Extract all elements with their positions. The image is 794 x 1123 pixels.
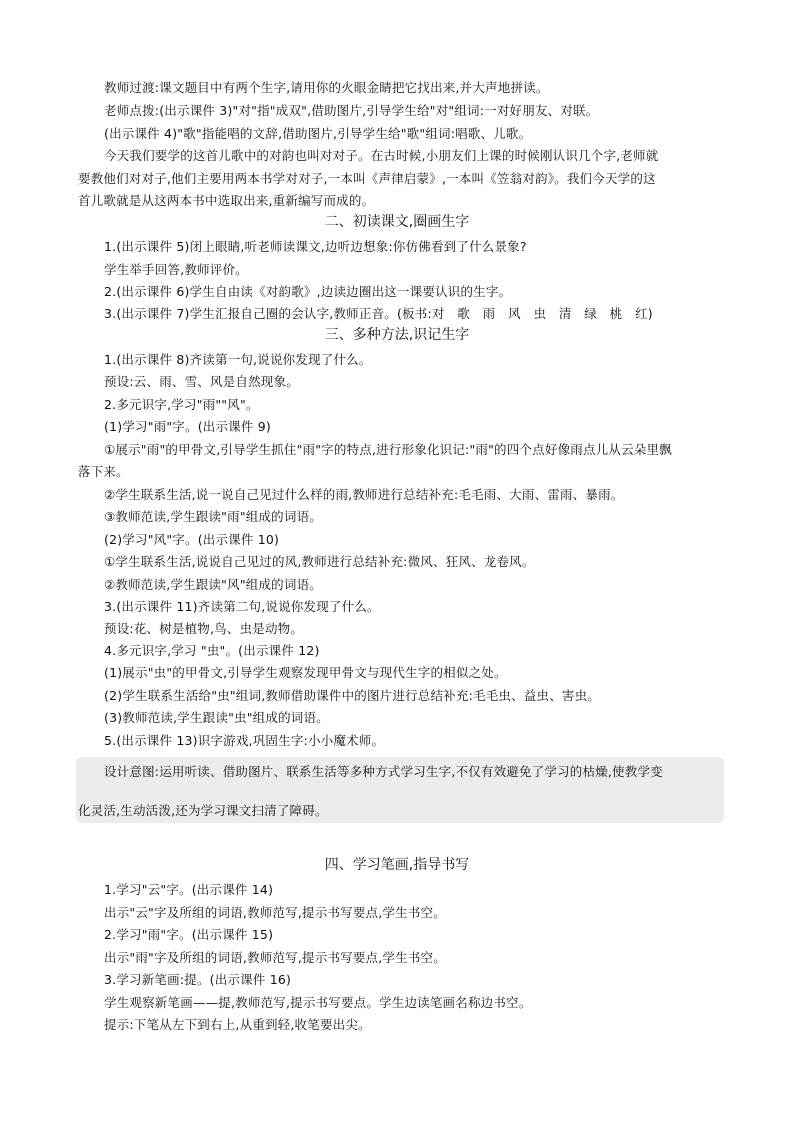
text-line: ①展示"雨"的甲骨文,引导学生抓住"雨"字的特点,进行形象化识记:"雨"的四个点好像雨点儿从云朵里飘 — [104, 442, 672, 457]
text-line: 1.(出示课件 5)闭上眼睛,听老师读课文,边听边想象:你仿佛看到了什么景象? — [104, 239, 527, 254]
text-line: ②学生联系生活,说一说自己见过什么样的雨,教师进行总结补充:毛毛雨、大雨、雷雨、暴雨。 — [104, 487, 624, 502]
text-line: (1)展示"虫"的甲骨文,引导学生观察发现甲骨文与现代生字的相似之处。 — [104, 665, 507, 680]
text-line: 2.(出示课件 6)学生自由读《对韵歌》,边读边圈出这一课要认识的生字。 — [104, 284, 512, 299]
text-line: 3.(出示课件 7)学生汇报自己圈的会认字,教师正音。(板书:对 歌 雨 风 虫 清 绿 桃 红) — [104, 306, 653, 321]
design-intent-line: 化灵活,生动活泼,还为学习课文扫清了障碍。 — [78, 803, 328, 818]
text-line: 3.学习新笔画:提。(出示课件 16) — [104, 972, 292, 987]
text-line: 今天我们要学的这首儿歌中的对韵也叫对对子。在古时候,小朋友们上课的时候刚认识几个字,老师就 — [104, 148, 659, 163]
text-line: 提示:下笔从左下到右上,从重到轻,收笔要出尖。 — [104, 1017, 371, 1032]
text-line: (2)学生联系生活给"虫"组词,教师借助课件中的图片进行总结补充:毛毛虫、益虫、害虫。 — [104, 688, 600, 703]
text-line: 教师过渡:课文题目中有两个生字,请用你的火眼金睛把它找出来,并大声地拼读。 — [104, 80, 549, 95]
text-line: 学生观察新笔画——提,教师范写,提示书写要点。学生边读笔画名称边书空。 — [104, 995, 532, 1010]
text-line: 首儿歌就是从这两本书中选取出来,重新编写而成的。 — [78, 193, 375, 208]
text-line: (1)学习"雨"字。(出示课件 9) — [104, 419, 271, 434]
text-line: 学生举手回答,教师评价。 — [104, 262, 248, 277]
text-line: ②教师范读,学生跟读"风"组成的词语。 — [104, 577, 322, 592]
text-line: 预设:花、树是植物,鸟、虫是动物。 — [104, 621, 304, 636]
text-line: ①学生联系生活,说说自己见过的风,教师进行总结补充:微风、狂风、龙卷风。 — [104, 554, 535, 569]
text-line: 要教他们对对子,他们主要用两本书学对对子,一本叫《声律启蒙》,一本叫《笠翁对韵》。我们今天学的这 — [78, 171, 656, 186]
text-line: 预设:云、雨、雪、风是自然现象。 — [104, 374, 299, 389]
text-line: 2.多元识字,学习"雨""风"。 — [104, 397, 259, 412]
text-line: 出示"雨"字及所组的词语,教师范写,提示书写要点,学生书空。 — [104, 950, 446, 965]
text-line: 落下来。 — [78, 464, 129, 479]
text-line: 1.(出示课件 8)齐读第一句,说说你发现了什么。 — [104, 352, 372, 367]
text-line: 出示"云"字及所组的词语,教师范写,提示书写要点,学生书空。 — [104, 905, 446, 920]
text-line: (出示课件 4)"歌"指能唱的文辞,借助图片,引导学生给"歌"组词:唱歌、儿歌。 — [104, 126, 532, 141]
text-line: 2.学习"雨"字。(出示课件 15) — [104, 927, 274, 942]
text-line: ③教师范读,学生跟读"雨"组成的词语。 — [104, 509, 322, 524]
text-line: 老师点拨:(出示课件 3)"对"指"成双",借助图片,引导学生给"对"组词:一对好朋友、对联。 — [104, 103, 599, 118]
section-heading: 三、多种方法,识记生字 — [324, 327, 470, 343]
text-line: (3)教师范读,学生跟读"虫"组成的词语。 — [104, 710, 329, 725]
design-intent-line: 设计意图:运用听读、借助图片、联系生活等多种方式学习生字,不仅有效避免了学习的枯燥,使教学变 — [104, 764, 663, 779]
text-line: (2)学习"风"字。(出示课件 10) — [104, 532, 280, 547]
text-line: 4.多元识字,学习 "虫"。(出示课件 12) — [104, 643, 320, 658]
text-line: 5.(出示课件 13)识字游戏,巩固生字:小小魔术师。 — [104, 733, 385, 748]
section-heading: 四、学习笔画,指导书写 — [324, 857, 470, 873]
text-line: 3.(出示课件 11)齐读第二句,说说你发现了什么。 — [104, 599, 380, 614]
section-heading: 二、初读课文,圈画生字 — [324, 214, 470, 230]
text-line: 1.学习"云"字。(出示课件 14) — [104, 882, 274, 897]
